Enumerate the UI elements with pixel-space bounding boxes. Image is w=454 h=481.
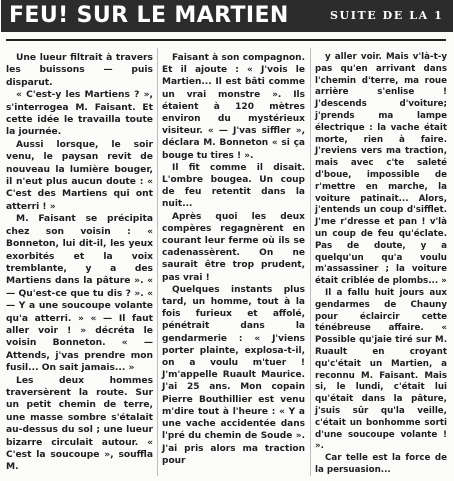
article-paragraph: Il a fallu huit jours aux gendarmes de Chauny pour éclaircir cette ténébreuse affaire. « Possible qu'jaie tiré sur M. Ruault en croyant qu'c'était un Martien, a reconnu M. Faisant. Mais si, le lundi, c'était lui qu'était dans la pâture, j'suis sûr qu'la veille, c'était un bonhomme sorti d'une soucoupe volante ! ». xyxy=(315,287,447,452)
article-paragraph: « C'est-y les Martiens ? », s'interrogea M. Faisant. Et cette idée le travailla toute la journée. xyxy=(6,90,153,138)
continuation-label: SUITE DE LA 1 xyxy=(330,9,444,22)
article-paragraph: Les deux hommes traversèrent la route. Sur un petit chemin de terre, une masse sombre s'étalait au-dessus du sol ; une lueur bizarre circulait autour. « C'est la soucoupe », souffla M. xyxy=(6,375,153,473)
headline: FEU! SUR LE MARTIEN xyxy=(9,3,289,28)
header-rule xyxy=(6,39,446,41)
column-divider xyxy=(310,48,311,476)
article-paragraph: Faisant à son compagnon. Et il ajoute : « J'vois le Martien... Il est bâti comme un vrai monstre ». Ils étaient à 120 mètres environ du mystérieux visiteur. « — J'vas siffler », déclara M. Bonneton « si ça bouge tu tires ! ». xyxy=(162,53,305,161)
article-paragraph: Après quoi les deux compères regagnèrent en courant leur ferme où ils se cadenassèrent. On ne saurait être trop prudent, pas vrai ! xyxy=(162,211,305,283)
headline-banner xyxy=(1,0,453,32)
article-paragraph: M. Faisant se précipita chez son voisin : « Bonneton, lui dit-il, les yeux exorbités et la voix tremblante, y a des Martiens dans la pâture ». « — Qu'est-ce que tu dis ? ». « — Y a une soucoupe volante qu'a atterri. » « — Il faut aller voir ! » décréta le voisin Bonneton. « — Attends, j'vas prendre mon fusil... On sait jamais... » xyxy=(6,214,153,374)
column-divider xyxy=(157,48,158,476)
article-paragraph: Car telle est la force de la persuasion... xyxy=(315,453,447,475)
article-column-2 xyxy=(162,52,305,467)
article-column-3 xyxy=(315,52,447,477)
article-paragraph: Aussi lorsque, le soir venu, le paysan revit de nouveau la lumière bouger, il n'eut plus aucun doute : « C'est des Martiens qui ont atterri ! » xyxy=(6,139,153,212)
article-paragraph: Quelques instants plus tard, un homme, tout à la fois furieux et affolé, pénétrait dans la gendarmerie : « J'viens porter plainte, explosa-t-il, on a voulu m'tuer ! J'm'appelle Ruault Maurice. J'ai 25 ans. Mon copain Pierre Bouthillier est venu m'dire tout à l'heure : « Y a une vache accidentée dans l'pré du chemin de Soude ». J'ai pris alors ma traction pour xyxy=(162,284,305,466)
article-paragraph: Une lueur filtrait à travers les buissons — puis disparut. xyxy=(6,53,153,88)
article-paragraph: Il fit comme il disait. L'ombre bougea. Un coup de feu retentit dans la nuit... xyxy=(162,162,305,210)
article-paragraph: y aller voir. Mais v'là-t-y pas qu'en arrivant dans l'chemin d'terre, ma roue arrière s'enlise ! J'descends d'voiture; j'prends ma lampe électrique : la vache était morte, rien à faire. J'reviens vers ma traction, mais avec c'te saleté d'boue, impossible de r'mettre en marche, la voiture patinait... Alors, j'entends un coup d'sifflet. J'me r'dresse et pan ! v'là un coup de feu qu'éclate. Pas de doute, y a quelqu'un qu'a voulu m'assassiner ; la voiture était criblée de plombs... » xyxy=(315,52,447,287)
article-column-1 xyxy=(6,52,153,474)
